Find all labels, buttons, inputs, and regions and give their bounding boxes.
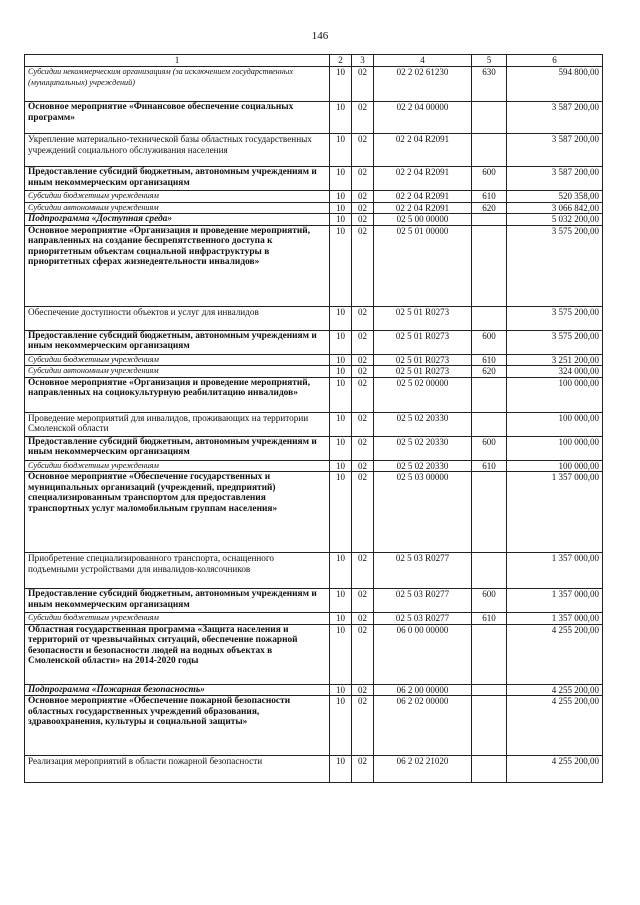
row-expense-type-cell: 610 — [472, 354, 507, 366]
page-number: 146 — [311, 30, 329, 42]
row-section-cell: 10 — [330, 354, 352, 366]
row-name-cell: Подпрограмма «Доступная среда» — [25, 214, 330, 226]
row-name-cell: Проведение мероприятий для инвалидов, проживающих на территории Смоленской области — [25, 412, 330, 436]
row-target-article-cell: 06 2 02 00000 — [374, 696, 472, 756]
row-name-cell: Областная государственная программа «Защита населения и территорий от чрезвычайных ситуаций, обеспечение пожарной безопасности и безопасности людей на водных объектах в Смоленской области» на 2014-2020 годы — [25, 624, 330, 684]
header-row — [25, 55, 603, 67]
row-section-cell: 10 — [330, 589, 352, 613]
row-sum-cell: 3 251 200,00 — [507, 354, 603, 366]
row-target-article-cell: 06 2 02 21020 — [374, 756, 472, 783]
row-sum-cell: 1 357 000,00 — [507, 613, 603, 625]
row-expense-type-cell: 620 — [472, 202, 507, 214]
row-target-article-cell: 06 2 00 00000 — [374, 684, 472, 696]
row-sum-cell: 100 000,00 — [507, 436, 603, 460]
row-name-cell: Предоставление субсидий бюджетным, автономным учреждениям и иным некоммерческим организациям — [25, 167, 330, 191]
row-subsection-cell: 02 — [352, 589, 374, 613]
row-sum-cell: 3 066 842,00 — [507, 202, 603, 214]
row-section-cell: 10 — [330, 684, 352, 696]
table-row — [25, 412, 603, 436]
row-name-cell: Обеспечение доступности объектов и услуг для инвалидов — [25, 306, 330, 330]
row-target-article-cell: 02 5 02 20330 — [374, 436, 472, 460]
row-target-article-cell: 02 5 00 00000 — [374, 214, 472, 226]
row-target-article-cell: 02 5 01 R0273 — [374, 366, 472, 378]
row-target-article-cell: 02 5 01 R0273 — [374, 354, 472, 366]
row-subsection-cell: 02 — [352, 436, 374, 460]
table-row — [25, 460, 603, 472]
row-subsection-cell: 02 — [352, 354, 374, 366]
row-name-cell: Основное мероприятие «Организация и проведение мероприятий, направленных на социокультурную реабилитацию инвалидов» — [25, 377, 330, 412]
row-target-article-cell: 02 5 02 00000 — [374, 377, 472, 412]
table-row — [25, 366, 603, 378]
table-row — [25, 377, 603, 412]
header-cell: 2 — [330, 55, 352, 67]
row-sum-cell: 3 587 200,00 — [507, 102, 603, 134]
row-section-cell: 10 — [330, 472, 352, 553]
table-row — [25, 191, 603, 203]
row-target-article-cell: 02 5 02 20330 — [374, 412, 472, 436]
row-section-cell: 10 — [330, 167, 352, 191]
row-sum-cell: 3 575 200,00 — [507, 225, 603, 306]
table-row — [25, 306, 603, 330]
row-name-cell: Приобретение специализированного транспорта, оснащенного подъемными устройствами для инвалидов-колясочников — [25, 553, 330, 589]
row-section-cell: 10 — [330, 202, 352, 214]
table-row — [25, 134, 603, 167]
row-subsection-cell: 02 — [352, 696, 374, 756]
row-section-cell: 10 — [330, 67, 352, 102]
table-row — [25, 553, 603, 589]
table-row — [25, 167, 603, 191]
row-sum-cell: 324 000,00 — [507, 366, 603, 378]
row-target-article-cell: 02 5 03 R0277 — [374, 553, 472, 589]
table-row — [25, 202, 603, 214]
row-sum-cell: 3 587 200,00 — [507, 134, 603, 167]
row-sum-cell: 520 358,00 — [507, 191, 603, 203]
row-sum-cell: 100 000,00 — [507, 460, 603, 472]
row-target-article-cell: 02 5 01 R0273 — [374, 306, 472, 330]
row-sum-cell: 4 255 200,00 — [507, 684, 603, 696]
row-target-article-cell: 02 2 04 R2091 — [374, 167, 472, 191]
row-subsection-cell: 02 — [352, 377, 374, 412]
row-sum-cell: 4 255 200,00 — [507, 756, 603, 783]
table-row — [25, 436, 603, 460]
row-subsection-cell: 02 — [352, 67, 374, 102]
row-subsection-cell: 02 — [352, 191, 374, 203]
row-section-cell: 10 — [330, 102, 352, 134]
row-target-article-cell: 02 5 01 00000 — [374, 225, 472, 306]
row-section-cell: 10 — [330, 330, 352, 354]
row-name-cell: Субсидии некоммерческим организациям (за исключением государственных (муниципальных) учреждений) — [25, 67, 330, 102]
row-target-article-cell: 02 5 03 00000 — [374, 472, 472, 553]
row-name-cell: Предоставление субсидий бюджетным, автономным учреждениям и иным некоммерческим организациям — [25, 330, 330, 354]
row-subsection-cell: 02 — [352, 167, 374, 191]
row-sum-cell: 5 032 200,00 — [507, 214, 603, 226]
row-name-cell: Субсидии бюджетным учреждениям — [25, 460, 330, 472]
row-target-article-cell: 02 2 04 00000 — [374, 102, 472, 134]
row-name-cell: Субсидии автономным учреждениям — [25, 202, 330, 214]
row-expense-type-cell — [472, 225, 507, 306]
row-subsection-cell: 02 — [352, 225, 374, 306]
row-section-cell: 10 — [330, 553, 352, 589]
table-row — [25, 102, 603, 134]
row-section-cell: 10 — [330, 624, 352, 684]
row-subsection-cell: 02 — [352, 553, 374, 589]
row-sum-cell: 4 255 200,00 — [507, 624, 603, 684]
row-target-article-cell: 02 5 03 R0277 — [374, 613, 472, 625]
budget-table — [24, 54, 603, 783]
row-expense-type-cell: 600 — [472, 330, 507, 354]
row-section-cell: 10 — [330, 225, 352, 306]
row-sum-cell: 594 800,00 — [507, 67, 603, 102]
row-name-cell: Основное мероприятие «Обеспечение государственных и муниципальных организаций (учреждений, предприятий) специализированным транспортом для предоставления транспортных услуг маломобильным группам населения» — [25, 472, 330, 553]
header-cell: 5 — [472, 55, 507, 67]
row-section-cell: 10 — [330, 366, 352, 378]
row-target-article-cell: 06 0 00 00000 — [374, 624, 472, 684]
row-expense-type-cell — [472, 696, 507, 756]
row-target-article-cell: 02 5 03 R0277 — [374, 589, 472, 613]
row-expense-type-cell: 610 — [472, 613, 507, 625]
row-subsection-cell: 02 — [352, 202, 374, 214]
row-name-cell: Субсидии бюджетным учреждениям — [25, 613, 330, 625]
row-expense-type-cell: 610 — [472, 460, 507, 472]
table-row — [25, 67, 603, 102]
row-sum-cell: 1 357 000,00 — [507, 553, 603, 589]
row-section-cell: 10 — [330, 756, 352, 783]
row-name-cell: Субсидии бюджетным учреждениям — [25, 354, 330, 366]
row-target-article-cell: 02 2 04 R2091 — [374, 134, 472, 167]
row-expense-type-cell: 620 — [472, 366, 507, 378]
row-section-cell: 10 — [330, 412, 352, 436]
row-section-cell: 10 — [330, 377, 352, 412]
row-subsection-cell: 02 — [352, 214, 374, 226]
row-subsection-cell: 02 — [352, 684, 374, 696]
header-cell: 1 — [25, 55, 330, 67]
row-subsection-cell: 02 — [352, 306, 374, 330]
row-expense-type-cell: 600 — [472, 589, 507, 613]
row-expense-type-cell — [472, 306, 507, 330]
table-row — [25, 330, 603, 354]
row-name-cell: Предоставление субсидий бюджетным, автономным учреждениям и иным некоммерческим организациям — [25, 436, 330, 460]
table-row — [25, 756, 603, 783]
row-section-cell: 10 — [330, 191, 352, 203]
row-expense-type-cell — [472, 377, 507, 412]
row-name-cell: Основное мероприятие «Организация и проведение мероприятий, направленных на создание беспрепятственного доступа к приоритетным объектам социальной инфраструктуры в приоритетных сферах жизнедеятельности инвалидов» — [25, 225, 330, 306]
table-row — [25, 354, 603, 366]
row-subsection-cell: 02 — [352, 102, 374, 134]
row-expense-type-cell — [472, 624, 507, 684]
table-row — [25, 696, 603, 756]
table-row — [25, 613, 603, 625]
row-target-article-cell: 02 2 04 R2091 — [374, 202, 472, 214]
row-name-cell: Основное мероприятие «Финансовое обеспечение социальных программ» — [25, 102, 330, 134]
row-expense-type-cell: 600 — [472, 167, 507, 191]
row-name-cell: Основное мероприятие «Обеспечение пожарной безопасности областных государственных учреждений образования, здравоохранения, культуры и социальной защиты» — [25, 696, 330, 756]
row-subsection-cell: 02 — [352, 756, 374, 783]
row-expense-type-cell: 610 — [472, 191, 507, 203]
row-section-cell: 10 — [330, 306, 352, 330]
header-cell: 6 — [507, 55, 603, 67]
row-section-cell: 10 — [330, 613, 352, 625]
row-expense-type-cell — [472, 684, 507, 696]
row-section-cell: 10 — [330, 460, 352, 472]
row-sum-cell: 100 000,00 — [507, 377, 603, 412]
row-subsection-cell: 02 — [352, 613, 374, 625]
table-row — [25, 225, 603, 306]
row-name-cell: Субсидии бюджетным учреждениям — [25, 191, 330, 203]
row-expense-type-cell — [472, 134, 507, 167]
row-section-cell: 10 — [330, 696, 352, 756]
row-target-article-cell: 02 5 02 20330 — [374, 460, 472, 472]
row-section-cell: 10 — [330, 134, 352, 167]
row-sum-cell: 4 255 200,00 — [507, 696, 603, 756]
table-row — [25, 472, 603, 553]
row-sum-cell: 3 575 200,00 — [507, 330, 603, 354]
header-cell: 3 — [352, 55, 374, 67]
table-body — [25, 67, 603, 783]
row-name-cell: Укрепление материально-технической базы областных государственных учреждений социального обслуживания населения — [25, 134, 330, 167]
row-sum-cell: 1 357 000,00 — [507, 472, 603, 553]
row-subsection-cell: 02 — [352, 366, 374, 378]
row-name-cell: Реализация мероприятий в области пожарной безопасности — [25, 756, 330, 783]
row-subsection-cell: 02 — [352, 330, 374, 354]
row-subsection-cell: 02 — [352, 472, 374, 553]
row-target-article-cell: 02 2 02 61230 — [374, 67, 472, 102]
table-row — [25, 214, 603, 226]
row-expense-type-cell: 600 — [472, 436, 507, 460]
header-cell: 4 — [374, 55, 472, 67]
row-subsection-cell: 02 — [352, 460, 374, 472]
table-row — [25, 684, 603, 696]
row-name-cell: Подпрограмма «Пожарная безопасность» — [25, 684, 330, 696]
row-expense-type-cell — [472, 472, 507, 553]
row-expense-type-cell: 630 — [472, 67, 507, 102]
row-expense-type-cell — [472, 756, 507, 783]
row-sum-cell: 100 000,00 — [507, 412, 603, 436]
row-target-article-cell: 02 2 04 R2091 — [374, 191, 472, 203]
row-section-cell: 10 — [330, 436, 352, 460]
row-sum-cell: 3 575 200,00 — [507, 306, 603, 330]
row-name-cell: Субсидии автономным учреждениям — [25, 366, 330, 378]
table-row — [25, 589, 603, 613]
row-expense-type-cell — [472, 214, 507, 226]
row-expense-type-cell — [472, 102, 507, 134]
row-name-cell: Предоставление субсидий бюджетным, автономным учреждениям и иным некоммерческим организациям — [25, 589, 330, 613]
row-sum-cell: 1 357 000,00 — [507, 589, 603, 613]
row-subsection-cell: 02 — [352, 412, 374, 436]
table-row — [25, 624, 603, 684]
row-target-article-cell: 02 5 01 R0273 — [374, 330, 472, 354]
row-expense-type-cell — [472, 412, 507, 436]
row-section-cell: 10 — [330, 214, 352, 226]
row-subsection-cell: 02 — [352, 134, 374, 167]
row-subsection-cell: 02 — [352, 624, 374, 684]
row-expense-type-cell — [472, 553, 507, 589]
row-sum-cell: 3 587 200,00 — [507, 167, 603, 191]
